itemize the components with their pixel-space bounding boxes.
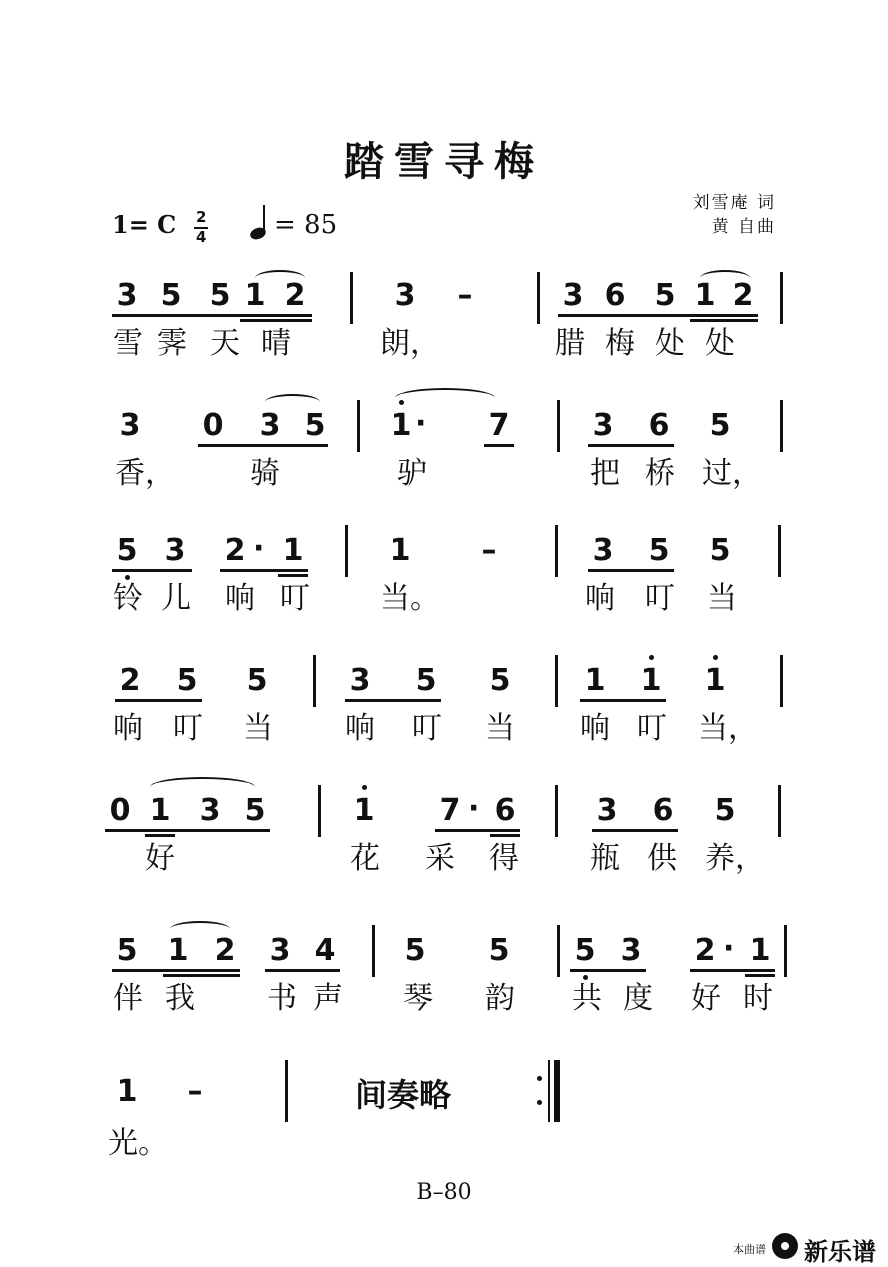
repeat-dot (537, 1100, 542, 1105)
note: 5 (709, 408, 731, 443)
note: 3 (592, 533, 614, 568)
tempo-marking: = 85 (274, 210, 338, 240)
note: 1 (353, 793, 375, 828)
underline-beam (112, 314, 312, 317)
high-octave-dot (362, 785, 367, 790)
note: 1 (167, 933, 189, 968)
lyric: 当 (243, 711, 273, 746)
underline-beam (105, 829, 270, 832)
underline-beam (265, 969, 340, 972)
lyric: 花 (350, 841, 380, 876)
lyric: 过， (702, 456, 762, 491)
lyric: 当 (707, 581, 737, 616)
lyric: 叮 (173, 711, 203, 746)
underline-beam (558, 314, 758, 317)
lyric: 共 (572, 981, 602, 1016)
barline (780, 400, 783, 452)
underline-beam (112, 569, 192, 572)
note: 4 (314, 933, 336, 968)
barline (557, 925, 560, 977)
lyricist-credit: 刘雪庵 词 (692, 193, 776, 213)
barline (285, 1060, 288, 1122)
lyric: 伴 (113, 981, 143, 1016)
augmentation-dot: · (723, 931, 735, 966)
lyric: 时 (743, 981, 773, 1016)
high-octave-dot (649, 655, 654, 660)
note: 5 (654, 278, 676, 313)
note: 1 (694, 278, 716, 313)
note: 7 (488, 408, 510, 443)
note: 5 (404, 933, 426, 968)
note: 3 (620, 933, 642, 968)
note: 0 (109, 793, 131, 828)
lyric: 驴 (397, 456, 427, 491)
note: 1 (116, 1074, 138, 1109)
quarter-note-stem (263, 205, 265, 233)
lyric: 把 (590, 456, 620, 491)
lyric: 琴 (403, 981, 433, 1016)
underline-beam (115, 699, 202, 702)
note: 2 (119, 663, 141, 698)
lyric: 养， (705, 841, 765, 876)
note: 6 (604, 278, 626, 313)
note: 1 (704, 663, 726, 698)
lyric: 瓶 (590, 841, 620, 876)
slur-arc (700, 270, 750, 286)
lyric: 得 (489, 841, 519, 876)
note: 1 (244, 278, 266, 313)
note: 2 (732, 278, 754, 313)
lyric: 响 (580, 711, 610, 746)
underline-beam (278, 574, 308, 577)
note: 5 (488, 933, 510, 968)
lyric: 采 (425, 841, 455, 876)
note: – (481, 533, 497, 568)
note: 3 (259, 408, 281, 443)
underline-beam (745, 974, 775, 977)
note: 0 (202, 408, 224, 443)
underline-beam (145, 834, 175, 837)
slur-arc (150, 777, 255, 797)
lyric: 韵 (485, 981, 515, 1016)
note: 1 (584, 663, 606, 698)
lyric: 当， (698, 711, 758, 746)
lyric: 度 (623, 981, 653, 1016)
lyric: 霁 (157, 326, 187, 361)
lyric: 当 (485, 711, 515, 746)
underline-beam (112, 969, 240, 972)
note: 3 (394, 278, 416, 313)
lyric: 书 (267, 981, 297, 1016)
barline (318, 785, 321, 837)
lyric: 响 (225, 581, 255, 616)
underline-beam (580, 699, 666, 702)
lyric: 桥 (645, 456, 675, 491)
time-signature-top: 2 (196, 208, 207, 226)
lyric: 好 (145, 841, 175, 876)
slur-arc (265, 394, 320, 410)
underline-beam (345, 699, 441, 702)
note: – (457, 278, 473, 313)
lyric: 光。 (108, 1126, 168, 1161)
repeat-dot (537, 1076, 542, 1081)
underline-beam (690, 319, 758, 322)
note: 6 (494, 793, 516, 828)
lyric: 朗， (380, 326, 440, 361)
note: 3 (349, 663, 371, 698)
lyric: 响 (113, 711, 143, 746)
note: 5 (574, 933, 596, 968)
barline (313, 655, 316, 707)
note: 5 (209, 278, 231, 313)
note: 5 (648, 533, 670, 568)
underline-beam (592, 829, 678, 832)
lyric: 晴 (261, 326, 291, 361)
lyric: 处 (655, 326, 685, 361)
note: 2 (694, 933, 716, 968)
barline (778, 525, 781, 577)
note: – (187, 1074, 203, 1109)
barline (372, 925, 375, 977)
note: 1 (389, 533, 411, 568)
lyric: 处 (705, 326, 735, 361)
note: 3 (164, 533, 186, 568)
note: 3 (596, 793, 618, 828)
underline-beam (490, 834, 520, 837)
note: 3 (592, 408, 614, 443)
note: 5 (415, 663, 437, 698)
note: 5 (116, 533, 138, 568)
lyric: 叮 (280, 581, 310, 616)
augmentation-dot: · (468, 791, 480, 826)
score-line-3 (0, 525, 888, 635)
barline (537, 272, 540, 324)
lyric: 香， (115, 456, 175, 491)
note: 1 (390, 408, 412, 443)
note: 2 (224, 533, 246, 568)
barline (555, 785, 558, 837)
slur-arc (255, 270, 305, 286)
note: 2 (214, 933, 236, 968)
composer-credit: 黄 自曲 (711, 217, 776, 237)
lyric: 响 (585, 581, 615, 616)
score-line-6 (0, 925, 888, 1035)
time-signature-bottom: 4 (196, 228, 207, 246)
barline (357, 400, 360, 452)
lyric: 儿 (161, 581, 191, 616)
augmentation-dot: · (253, 531, 265, 566)
note: 5 (709, 533, 731, 568)
barline (784, 925, 787, 977)
note: 3 (119, 408, 141, 443)
note: 5 (489, 663, 511, 698)
score-line-1 (0, 270, 888, 380)
lyric: 铃 (113, 581, 143, 616)
note: 3 (562, 278, 584, 313)
lyric: 梅 (605, 326, 635, 361)
watermark-text: 本曲谱 (733, 1243, 766, 1256)
underline-beam (588, 569, 674, 572)
barline (555, 525, 558, 577)
high-octave-dot (713, 655, 718, 660)
note: 1 (149, 793, 171, 828)
note: 6 (648, 408, 670, 443)
lyric: 好 (691, 981, 721, 1016)
note: 5 (160, 278, 182, 313)
underline-beam (484, 444, 514, 447)
lyric: 叮 (645, 581, 675, 616)
barline (780, 655, 783, 707)
note: 7 (439, 793, 461, 828)
slur-arc (395, 388, 495, 408)
slur-arc (170, 921, 230, 937)
score-line-5 (0, 785, 888, 895)
underline-beam (570, 969, 646, 972)
note: 1 (749, 933, 771, 968)
note: 6 (652, 793, 674, 828)
low-octave-dot (583, 975, 588, 980)
key-signature: 1= C (112, 210, 177, 239)
note: 1 (640, 663, 662, 698)
lyric: 声 (313, 981, 343, 1016)
page-number: B–80 (416, 1180, 472, 1205)
note: 3 (269, 933, 291, 968)
interlude-omitted-text: 间奏略 (355, 1076, 452, 1114)
lyric: 天 (210, 326, 240, 361)
lyric: 雪 (113, 326, 143, 361)
note: 5 (246, 663, 268, 698)
lyric: 叮 (637, 711, 667, 746)
note: 5 (244, 793, 266, 828)
score-line-4 (0, 655, 888, 765)
note: 3 (199, 793, 221, 828)
lyric: 骑 (250, 456, 280, 491)
score-line-2 (0, 400, 888, 510)
lyric: 腊 (555, 326, 585, 361)
watermark-logo: 新乐谱 (804, 1238, 876, 1266)
barline (555, 655, 558, 707)
record-disc-icon (772, 1233, 798, 1259)
underline-beam (690, 969, 775, 972)
note: 3 (116, 278, 138, 313)
lyric: 叮 (412, 711, 442, 746)
underline-beam (240, 319, 312, 322)
underline-beam (198, 444, 328, 447)
note: 5 (714, 793, 736, 828)
underline-beam (163, 974, 240, 977)
barline (778, 785, 781, 837)
end-repeat-thick-bar (554, 1060, 560, 1122)
barline (345, 525, 348, 577)
underline-beam (220, 569, 308, 572)
note: 5 (176, 663, 198, 698)
low-octave-dot (125, 575, 130, 580)
lyric: 我 (165, 981, 195, 1016)
barline (557, 400, 560, 452)
note: 5 (304, 408, 326, 443)
barline (780, 272, 783, 324)
underline-beam (588, 444, 674, 447)
underline-beam (435, 829, 520, 832)
lyric: 供 (647, 841, 677, 876)
note: 5 (116, 933, 138, 968)
lyric: 当。 (380, 581, 440, 616)
note: 2 (284, 278, 306, 313)
end-repeat-thin-bar (548, 1060, 550, 1122)
barline (350, 272, 353, 324)
lyric: 响 (345, 711, 375, 746)
augmentation-dot: · (415, 406, 427, 441)
note: 1 (282, 533, 304, 568)
song-title: 踏雪寻梅 (344, 139, 544, 185)
